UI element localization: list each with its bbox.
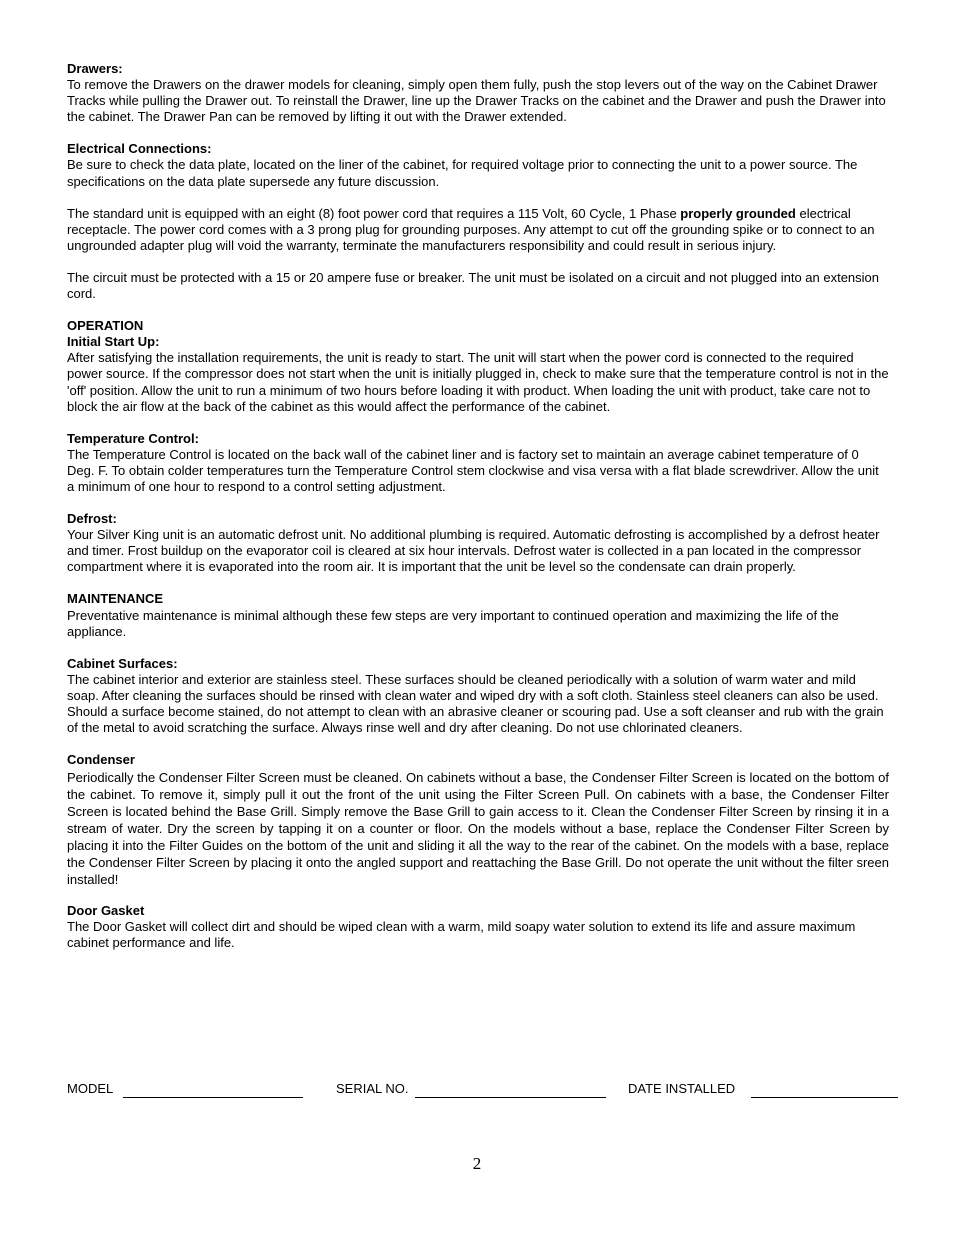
electrical-p2-start: The standard unit is equipped with an eight (8) foot power cord that requires a 115 Volt, 60 Cycle, 1 Phase xyxy=(67,205,681,221)
operation-heading: OPERATION xyxy=(67,318,144,334)
serial-label: SERIAL NO. xyxy=(336,1081,409,1096)
registration-footer xyxy=(67,1081,899,1101)
drawers-text: To remove the Drawers on the drawer models for cleaning, simply open them fully, push the stop levers out of the way on the Cabinet Drawer Tracks while pulling the Drawer out. To reinstall the Drawer, line up the Drawer Tracks on the cabinet and the Drawer and push the Drawer into the cabinet. The Drawer Pan can be removed by lifting it out with the Drawer extended. xyxy=(67,77,886,125)
operation-text: After satisfying the installation requirements, the unit is ready to start. The unit will start when the power cord is connected to the required power source. If the compressor does not start when the unit is initially plugged in, check to make sure that the temperature control is not in the 'off' position. Allow the unit to run a minimum of two hours before loading it with product. When loading the unit with product, take care not to block the air flow at the back of the cabinet as this would affect the performance of the cabinet. xyxy=(67,350,889,414)
defrost-heading: Defrost: xyxy=(67,511,117,527)
section-operation xyxy=(67,318,889,415)
section-drawers xyxy=(67,61,889,125)
model-blank-line xyxy=(123,1097,303,1098)
gasket-heading: Door Gasket xyxy=(67,903,145,919)
temperature-heading: Temperature Control: xyxy=(67,430,199,446)
section-condenser xyxy=(67,752,889,888)
date-installed-blank-line xyxy=(751,1097,898,1098)
section-temperature-control xyxy=(67,431,889,495)
serial-blank-line xyxy=(415,1097,606,1098)
section-maintenance xyxy=(67,591,889,639)
maintenance-text: Preventative maintenance is minimal although these few steps are very important to continued operation and maximizing the life of the appliance. xyxy=(67,607,839,639)
initial-start-up-heading: Initial Start Up: xyxy=(67,334,160,350)
temperature-text: The Temperature Control is located on the back wall of the cabinet liner and is factory set to maintain an average cabinet temperature of 0 Deg. F. To obtain colder temperatures turn the Temperature Control stem clockwise and visa versa with a flat blade screwdriver. Allow the unit a minimum of one hour to respond to a control setting adjustment. xyxy=(67,446,879,494)
document-body xyxy=(67,61,889,952)
page-number: 2 xyxy=(472,1154,482,1173)
cabinet-text: The cabinet interior and exterior are stainless steel. These surfaces should be cleaned periodically with a solution of warm water and mild soap. After cleaning the surfaces should be rinsed with clean water and wiped dry with a soft cloth. Stainless steel cleaners can also be used. Should a surface become stained, do not attempt to clean with an abrasive cleaner or scouring pad. Use a soft cleanser and rub with the grain of the metal to avoid scratching the surface. Always rinse well and dry after cleaning. Do not use chlorinated cleaners. xyxy=(67,671,884,736)
defrost-text: Your Silver King unit is an automatic defrost unit. No additional plumbing is required. Automatic defrosting is accomplished by a defrost heater and timer. Frost buildup on the evaporator coil is cleared at six hour intervals. Defrost water is collected in a pan located in the compressor compartment where it is evaporated into the room air. It is important that the unit be level so the condensate can drain properly. xyxy=(67,527,880,575)
condenser-heading: Condenser xyxy=(67,752,135,768)
section-electrical xyxy=(67,141,889,302)
maintenance-heading: MAINTENANCE xyxy=(67,591,164,607)
condenser-text: Periodically the Condenser Filter Screen must be cleaned. On cabinets without a base, the Condenser Filter Screen is located on the bottom of the cabinet. To remove it, simply pull it out the front of the unit using the Filter Screen Pull. On cabinets with a base, the Condenser Filter Screen is located behind the Base Grill. Simply remove the Base Grill to gain access to it. Clean the Condenser Filter Screen by rinsing it in a stream of water. Dry the screen by tapping it on a counter or floor. On the models without a base, replace the Condenser Filter Screen by placing it into the Filter Guides on the bottom of the unit and sliding it all the way to the rear of the cabinet. On the models with a base, replace the Condenser Filter Screen by placing it onto the angled support and reattaching the Base Grill. Do not operate the unit without the filter sreen installed! xyxy=(67,770,889,888)
section-door-gasket xyxy=(67,903,889,951)
date-installed-label: DATE INSTALLED xyxy=(628,1081,736,1096)
section-defrost xyxy=(67,511,889,575)
electrical-paragraph-1: Be sure to check the data plate, located on the liner of the cabinet, for required voltage prior to connecting the unit to a power source. The specifications on the data plate supersede any future discussion. xyxy=(67,157,858,189)
electrical-p2-end: electrical receptacle. The power cord comes with a 3 prong plug for grounding purposes. Any attempt to cut off the grounding spike or to connect to an ungrounded adapter plug will void the warranty, terminate the manufacturers responsibility and could result in serious injury. xyxy=(67,205,875,253)
electrical-paragraph-3: The circuit must be protected with a 15 or 20 ampere fuse or breaker. The unit must be isolated on a circuit and not plugged into an extension cord. xyxy=(67,269,880,302)
electrical-paragraph-2 xyxy=(67,206,889,254)
model-label: MODEL xyxy=(67,1081,114,1096)
gasket-text: The Door Gasket will collect dirt and should be wiped clean with a warm, mild soapy water solution to extend its life and assure maximum cabinet performance and life. xyxy=(67,919,856,951)
cabinet-heading: Cabinet Surfaces: xyxy=(67,655,178,671)
drawers-heading: Drawers: xyxy=(67,61,123,76)
properly-grounded-emphasis: properly grounded xyxy=(680,205,796,221)
electrical-heading: Electrical Connections: xyxy=(67,141,212,157)
section-cabinet-surfaces xyxy=(67,656,889,736)
